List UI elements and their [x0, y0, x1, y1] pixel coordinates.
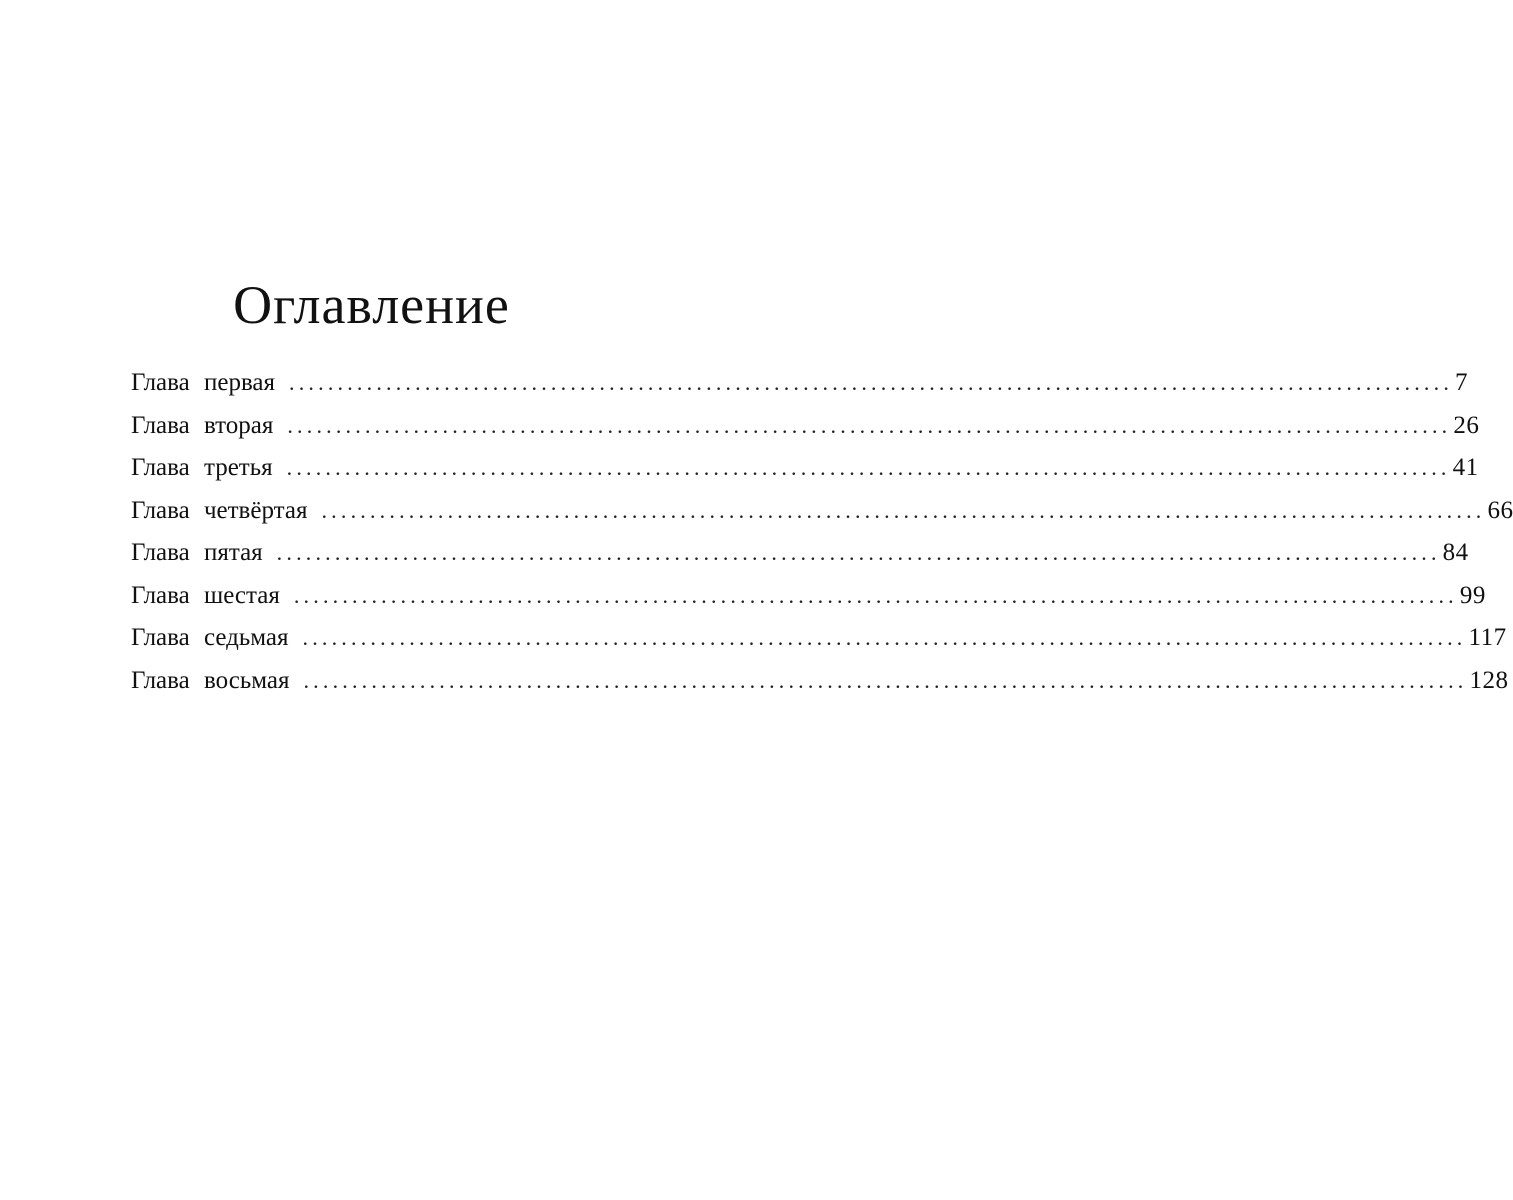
toc-leader-dots: ........................................................................................................................: [276, 540, 1441, 565]
toc-leader-dots: ........................................................................................................................: [289, 370, 1454, 395]
toc-entry-label: Глава шестая: [131, 581, 280, 609]
toc-entry-page: 128: [1469, 666, 1509, 694]
toc-entry-page: 117: [1468, 624, 1507, 651]
toc-entry: [131, 660, 1509, 703]
toc-entry-page: 41: [1452, 454, 1479, 481]
toc-entry-label: Глава четвёртая: [131, 496, 308, 524]
toc-entry-page: 7: [1455, 369, 1469, 396]
toc-entry-label: Глава первая: [131, 369, 276, 396]
toc-leader-dots: ........................................................................................................................: [302, 625, 1467, 650]
toc-entry-page: 26: [1453, 411, 1480, 439]
toc-entry: [131, 575, 1486, 618]
toc-leader-dots: ........................................................................................................................: [287, 412, 1452, 438]
toc-entry: [131, 362, 1469, 405]
table-of-contents: [131, 362, 1513, 702]
toc-entry-label: Глава вторая: [131, 411, 274, 439]
page-title: Оглавление: [233, 275, 510, 335]
toc-leader-dots: ........................................................................................................................: [321, 497, 1486, 523]
toc-entry: [131, 617, 1507, 660]
toc-entry-label: Глава седьмая: [131, 624, 289, 651]
toc-entry-label: Глава восьмая: [131, 666, 290, 694]
toc-entry: [131, 405, 1480, 448]
toc-leader-dots: ........................................................................................................................: [286, 455, 1451, 480]
toc-entry-label: Глава пятая: [131, 539, 263, 566]
toc-leader-dots: ........................................................................................................................: [303, 667, 1468, 693]
toc-entry-page: 99: [1459, 581, 1486, 609]
toc-entry-page: 66: [1487, 496, 1513, 524]
toc-entry: [131, 532, 1469, 575]
toc-leader-dots: ........................................................................................................................: [293, 582, 1458, 608]
toc-entry-page: 84: [1442, 539, 1469, 566]
toc-entry: [131, 447, 1479, 490]
toc-entry-label: Глава третья: [131, 454, 273, 481]
toc-entry: [131, 490, 1513, 533]
